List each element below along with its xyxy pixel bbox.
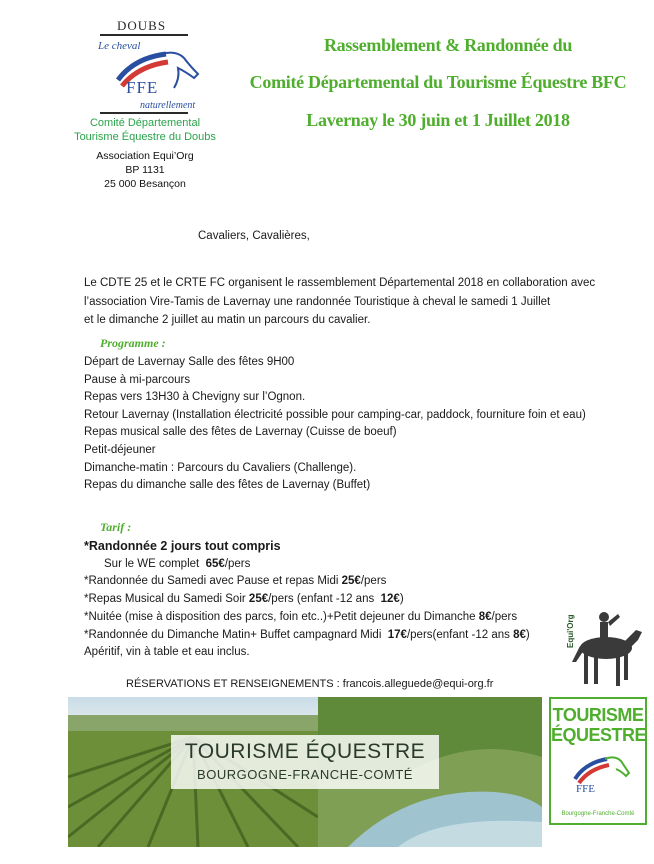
- programme-item: Repas musical salle des fêtes de Lavernay (Cuisse de boeuf): [84, 426, 397, 439]
- title-line3: Lavernay le 30 juin et 1 Juillet 2018: [306, 110, 570, 130]
- banner-caption-box: [171, 735, 439, 789]
- tarif-heading: Tarif :: [100, 520, 132, 534]
- tarif-nuitee-price: 8€: [478, 610, 492, 623]
- tarif-musical-price: 25€: [248, 593, 269, 606]
- intro-line: et le dimanche 2 juillet au matin un parcours du cavalier.: [84, 314, 371, 326]
- banner-title: TOURISME ÉQUESTRE: [184, 740, 426, 763]
- banner-image: [68, 697, 542, 847]
- org-name-line2: Tourisme Équestre du Doubs: [74, 131, 216, 143]
- tarif-included: Apéritif, vin à table et eau inclus.: [84, 646, 250, 659]
- tarif-dimanche-line: *Randonnée du Dimanche Matin+ Buffet campagnard Midi 17€/pers(enfant -12 ans 8€): [84, 628, 530, 641]
- badge-ffe-horse-icon: [571, 751, 631, 785]
- horse-rider-silhouette-icon: [566, 600, 650, 692]
- title-line2: Comité Départemental du Tourisme Équestre BFC: [249, 72, 627, 92]
- association-name: Association Equi’Org: [96, 150, 194, 162]
- programme-item: Repas vers 13H30 à Chevigny sur l’Ognon.: [84, 391, 306, 404]
- badge-footer-text: Bourgogne-Franche-Comté: [561, 811, 635, 817]
- reservation-contact: RÉSERVATIONS ET RENSEIGNEMENTS : francois.alleguede@equi-org.fr: [126, 678, 494, 690]
- logo-ffe-text: FFE: [126, 78, 159, 97]
- tarif-musical-line: *Repas Musical du Samedi Soir 25€/pers (enfant -12 ans 12€): [84, 593, 404, 606]
- programme-item: Retour Lavernay (Installation électricité possible pour camping-car, paddock, fourniture foin et eau): [84, 408, 586, 421]
- programme-item: Petit-déjeuner: [84, 443, 156, 456]
- tarif-dimanche-child: 8€: [513, 628, 526, 641]
- tarif-samedi-line: *Randonnée du Samedi avec Pause et repas Midi 25€/pers: [84, 575, 387, 588]
- logo-le-cheval-text: Le cheval: [98, 40, 141, 52]
- badge-line1: TOURISME: [552, 705, 644, 725]
- programme-item: Repas du dimanche salle des fêtes de Lavernay (Buffet): [84, 479, 371, 492]
- tarif-we-line: Sur le WE complet 65€/pers: [104, 557, 251, 570]
- programme-item: Pause à mi-parcours: [84, 373, 191, 386]
- tarif-we-title: *Randonnée 2 jours tout compris: [84, 539, 281, 553]
- equiorg-vertical-text: Equi'Org: [566, 614, 575, 648]
- badge-line2: ÉQUESTRE: [551, 725, 647, 745]
- tarif-nuitee-line: *Nuitée (mise à disposition des parcs, foin etc..)+Petit dejeuner du Dimanche 8€/pers: [84, 610, 518, 623]
- intro-line: Le CDTE 25 et le CRTE FC organisent le rassemblement Départemental 2018 en collaboration avec: [84, 277, 596, 289]
- association-bp: BP 1131: [125, 164, 165, 176]
- tarif-musical-child: 12€: [380, 593, 400, 606]
- badge-ffe-text: FFE: [576, 783, 595, 795]
- tarif-dimanche-price: 17€: [387, 628, 407, 641]
- association-city: 25 000 Besançon: [104, 178, 186, 190]
- tarif-we-price: 65€: [205, 557, 225, 570]
- title-line1: Rassemblement & Randonnée du: [323, 35, 573, 55]
- intro-line: l’association Vire-Tamis de Lavernay une randonnée Touristique à cheval le samedi 1 Juillet: [84, 296, 551, 308]
- logo-divider-bottom: [100, 112, 188, 114]
- tourisme-equestre-badge: [549, 697, 647, 825]
- programme-item: Dimanche-matin : Parcours du Cavaliers (Challenge).: [84, 461, 357, 474]
- logo-divider: [100, 34, 188, 36]
- logo-doubs-text: DOUBS: [117, 18, 167, 33]
- org-name-line1: Comité Départemental: [89, 117, 201, 129]
- tarif-samedi-price: 25€: [341, 575, 361, 588]
- logo-naturellement-text: naturellement: [140, 100, 196, 111]
- banner-subtitle: BOURGOGNE-FRANCHE-COMTÉ: [197, 767, 413, 782]
- greeting: Cavaliers, Cavalières,: [198, 230, 310, 242]
- programme-heading: Programme :: [100, 336, 166, 350]
- programme-item: Départ de Lavernay Salle des fêtes 9H00: [84, 356, 295, 368]
